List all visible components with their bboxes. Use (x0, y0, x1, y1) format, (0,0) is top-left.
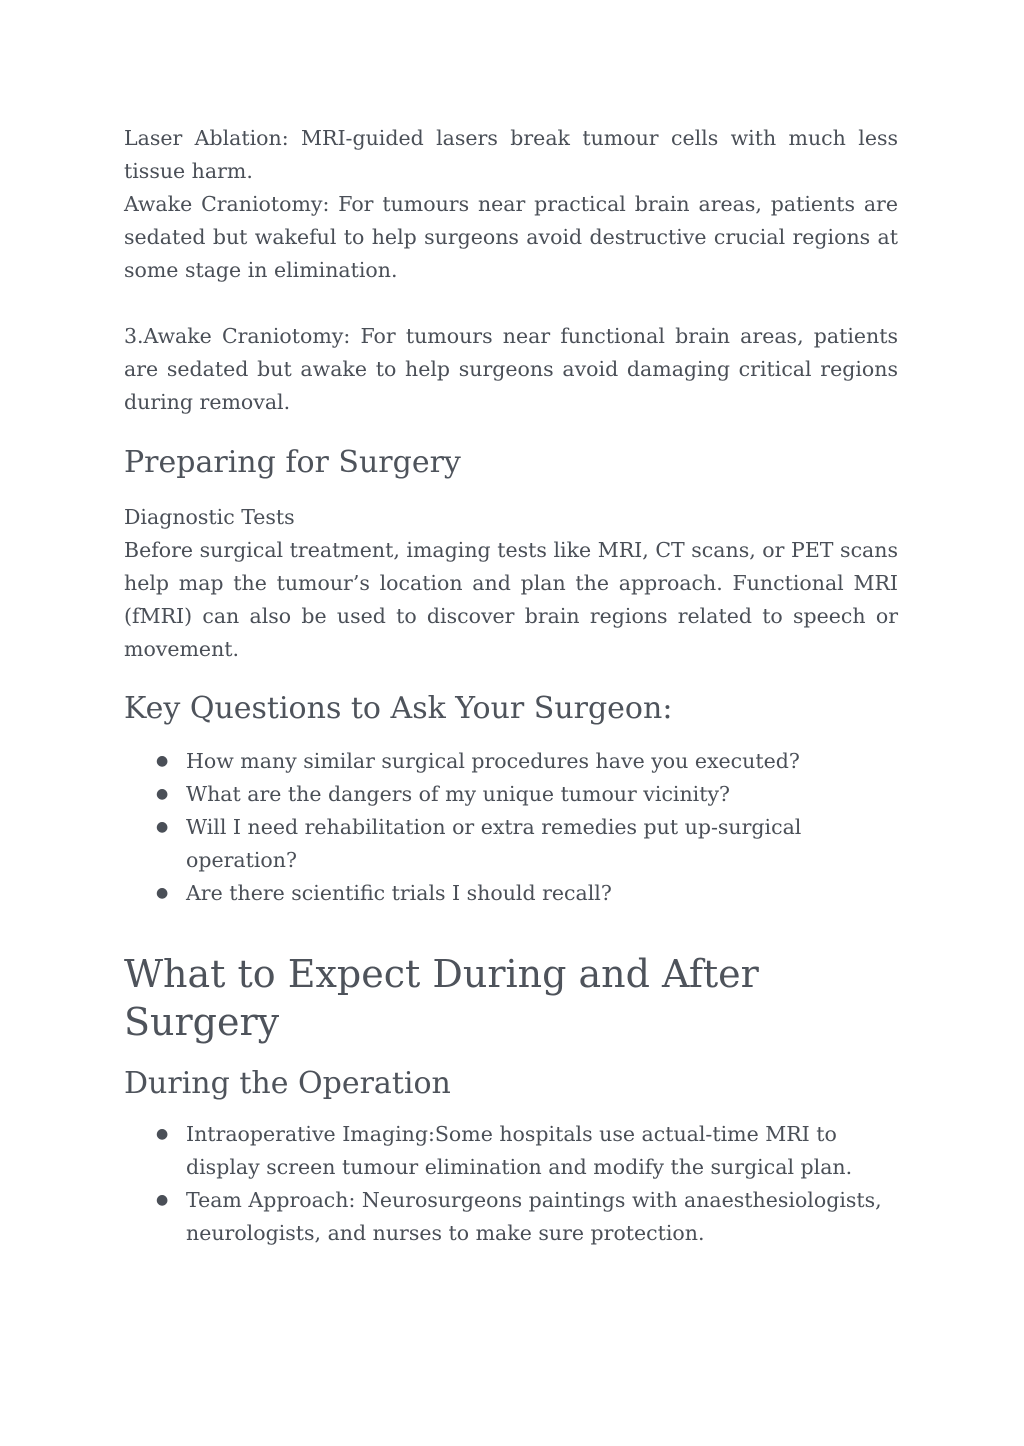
bullet-icon: ● (156, 1126, 169, 1142)
list-item: ● Intraoperative Imaging:Some hospitals use actual-time MRI to display screen tumour elimination and modify the surgical plan. (186, 1118, 898, 1184)
list-item: ● How many similar surgical procedures have you executed? (186, 745, 898, 778)
awake-craniotomy-numbered-paragraph: 3.Awake Craniotomy: For tumours near functional brain areas, patients are sedated but awake to help surgeons avoid damaging critical regions during removal. (124, 324, 898, 414)
diagnostic-tests-subheading: Diagnostic Tests (124, 505, 295, 529)
document-page (124, 122, 898, 1250)
list-item: ● Will I need rehabilitation or extra remedies put up-surgical operation? (186, 811, 898, 877)
list-item: ● Team Approach: Neurosurgeons paintings with anaesthesiologists, neurologists, and nurses to make sure protection. (186, 1184, 898, 1250)
bullet-icon: ● (156, 885, 169, 901)
bullet-icon: ● (156, 786, 169, 802)
bullet-icon: ● (156, 1192, 169, 1208)
preparing-heading: Preparing for Surgery (124, 445, 461, 480)
key-questions-heading: Key Questions to Ask Your Surgeon: (124, 691, 673, 726)
paragraph-spacer (124, 287, 898, 320)
diagnostic-tests-body: Before surgical treatment, imaging tests like MRI, CT scans, or PET scans help map the tumour’s location and plan the approach. Functional MRI (fMRI) can also be used to discover brain regions related to speech or movement. (124, 538, 898, 661)
bullet-icon: ● (156, 819, 169, 835)
laser-ablation-paragraph: Laser Ablation: MRI-guided lasers break tumour cells with much less tissue harm. (124, 126, 898, 183)
key-questions-list (124, 745, 898, 910)
what-to-expect-title: What to Expect During and After Surgery (124, 952, 759, 1044)
bullet-icon: ● (156, 753, 169, 769)
during-operation-list (124, 1118, 898, 1250)
during-operation-heading: During the Operation (124, 1066, 451, 1101)
list-item: ● Are there scientific trials I should recall? (186, 877, 898, 910)
awake-craniotomy-paragraph: Awake Craniotomy: For tumours near practical brain areas, patients are sedated but wakeful to help surgeons avoid destructive crucial regions at some stage in elimination. (124, 192, 898, 282)
list-item: ● What are the dangers of my unique tumour vicinity? (186, 778, 898, 811)
